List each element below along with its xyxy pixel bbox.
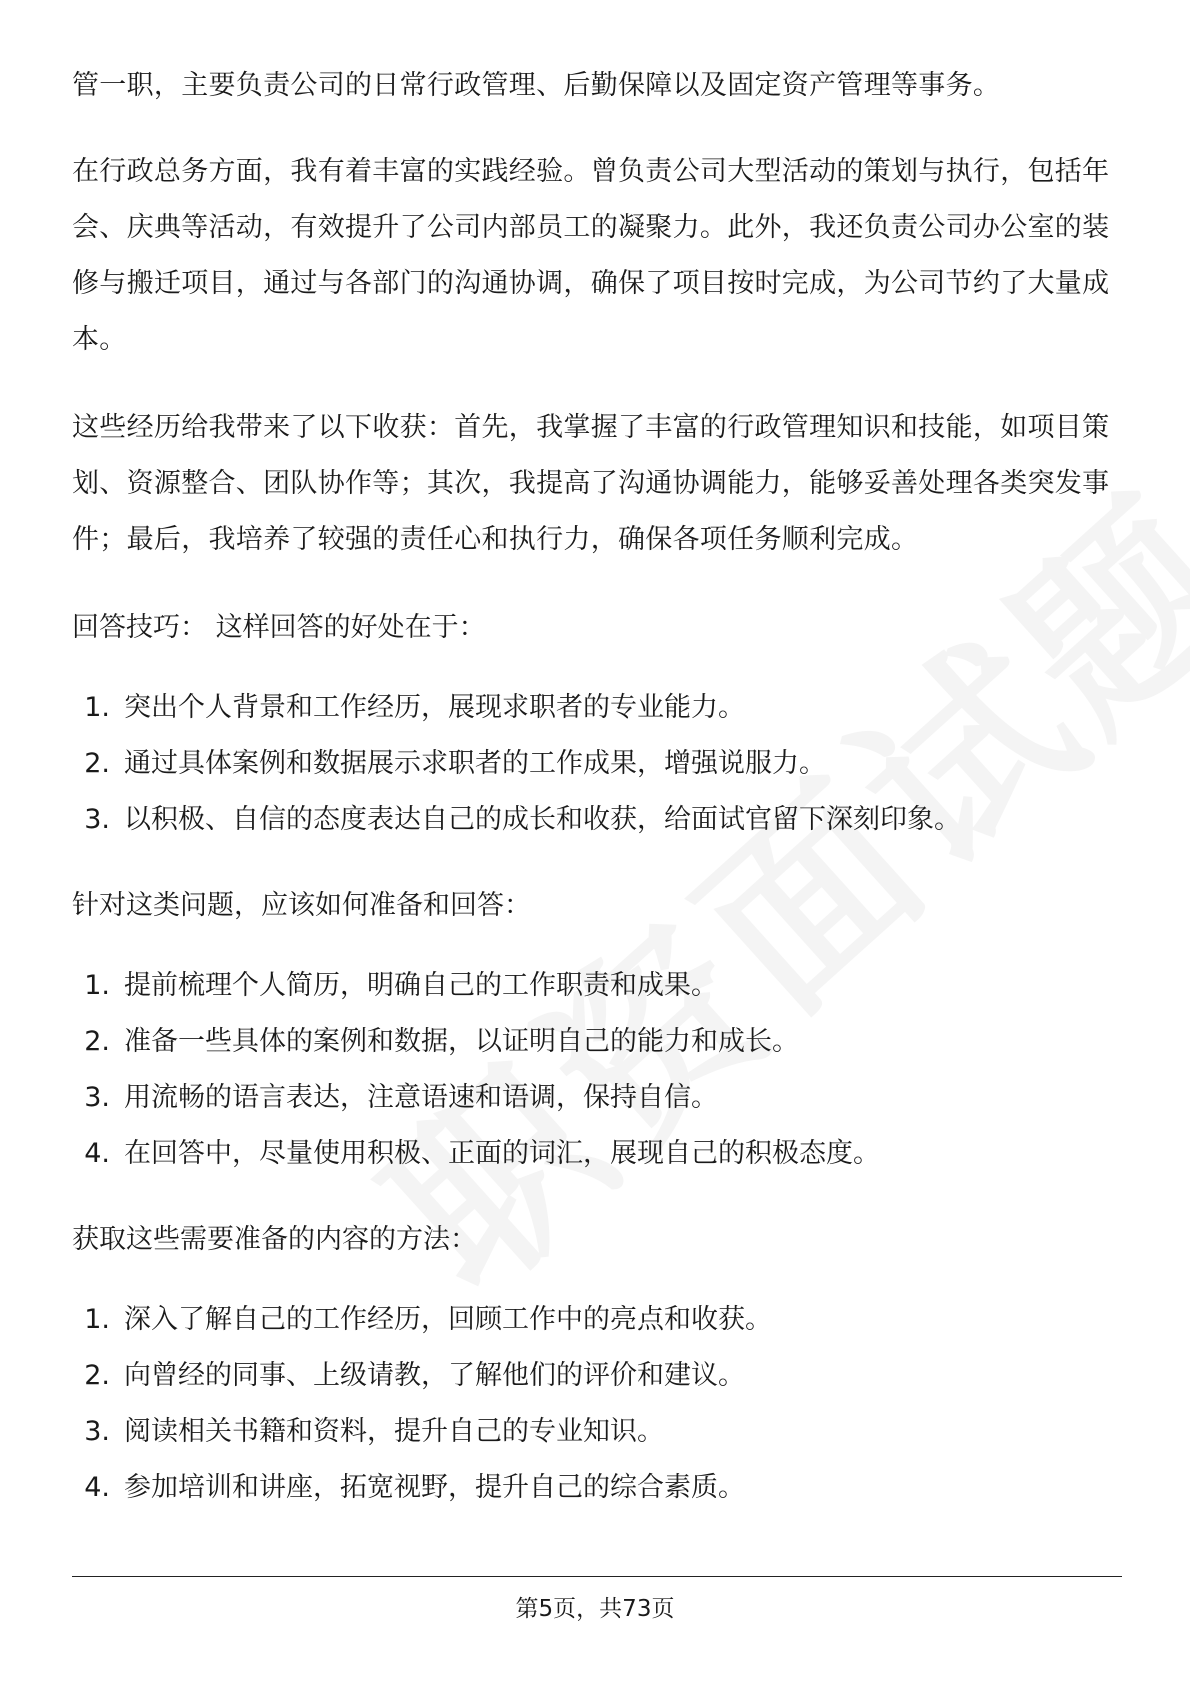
list-item: 3. 用流畅的语言表达，注意语速和语调，保持自信。: [84, 1082, 718, 1113]
list-methods: [72, 1292, 1122, 1516]
list-item: 2. 向曾经的同事、上级请教，了解他们的评价和建议。: [84, 1360, 745, 1391]
list-item: 2. 通过具体案例和数据展示求职者的工作成果，增强说服力。: [84, 748, 826, 779]
list-item: 3. 阅读相关书籍和资料，提升自己的专业知识。: [84, 1416, 664, 1447]
list-item: 1. 提前梳理个人简历，明确自己的工作职责和成果。: [84, 970, 718, 1001]
paragraph-experience: 在行政总务方面，我有着丰富的实践经验。曾负责公司大型活动的策划与执行，包括年会、庆典等活动，有效提升了公司内部员工的凝聚力。此外，我还负责公司办公室的装修与搬迁项目，通过与各部门的沟通协调，确保了项目按时完成，为公司节约了大量成本。: [72, 156, 1110, 355]
section-heading-methods: 获取这些需要准备的内容的方法：: [72, 1224, 477, 1255]
list-item: 1. 深入了解自己的工作经历，回顾工作中的亮点和收获。: [84, 1304, 772, 1335]
list-item: 4. 参加培训和讲座，拓宽视野，提升自己的综合素质。: [84, 1472, 745, 1503]
list-item: 4. 在回答中，尽量使用积极、正面的词汇，展现自己的积极态度。: [84, 1138, 880, 1169]
list-answer-tips: [72, 680, 1122, 848]
page-number: 第5页，共73页: [515, 1596, 675, 1622]
list-item: 2. 准备一些具体的案例和数据，以证明自己的能力和成长。: [84, 1026, 799, 1057]
section-heading-answer-tips: 回答技巧： 这样回答的好处在于：: [72, 612, 486, 643]
section-heading-preparation: 针对这类问题，应该如何准备和回答：: [72, 890, 531, 921]
paragraph-gains: 这些经历给我带来了以下收获：首先，我掌握了丰富的行政管理知识和技能，如项目策划、资源整合、团队协作等；其次，我提高了沟通协调能力，能够妥善处理各类突发事件；最后，我培养了较强的责任心和执行力，确保各项任务顺利完成。: [72, 412, 1110, 555]
list-preparation: [72, 958, 1122, 1182]
document-body: [72, 58, 1122, 1546]
paragraph-intro-continued: 管一职，主要负责公司的日常行政管理、后勤保障以及固定资产管理等事务。: [72, 70, 1001, 101]
list-item: 1. 突出个人背景和工作经历，展现求职者的专业能力。: [84, 692, 745, 723]
list-item: 3. 以积极、自信的态度表达自己的成长和收获，给面试官留下深刻印象。: [84, 804, 961, 835]
footer-divider: [72, 1576, 1122, 1577]
